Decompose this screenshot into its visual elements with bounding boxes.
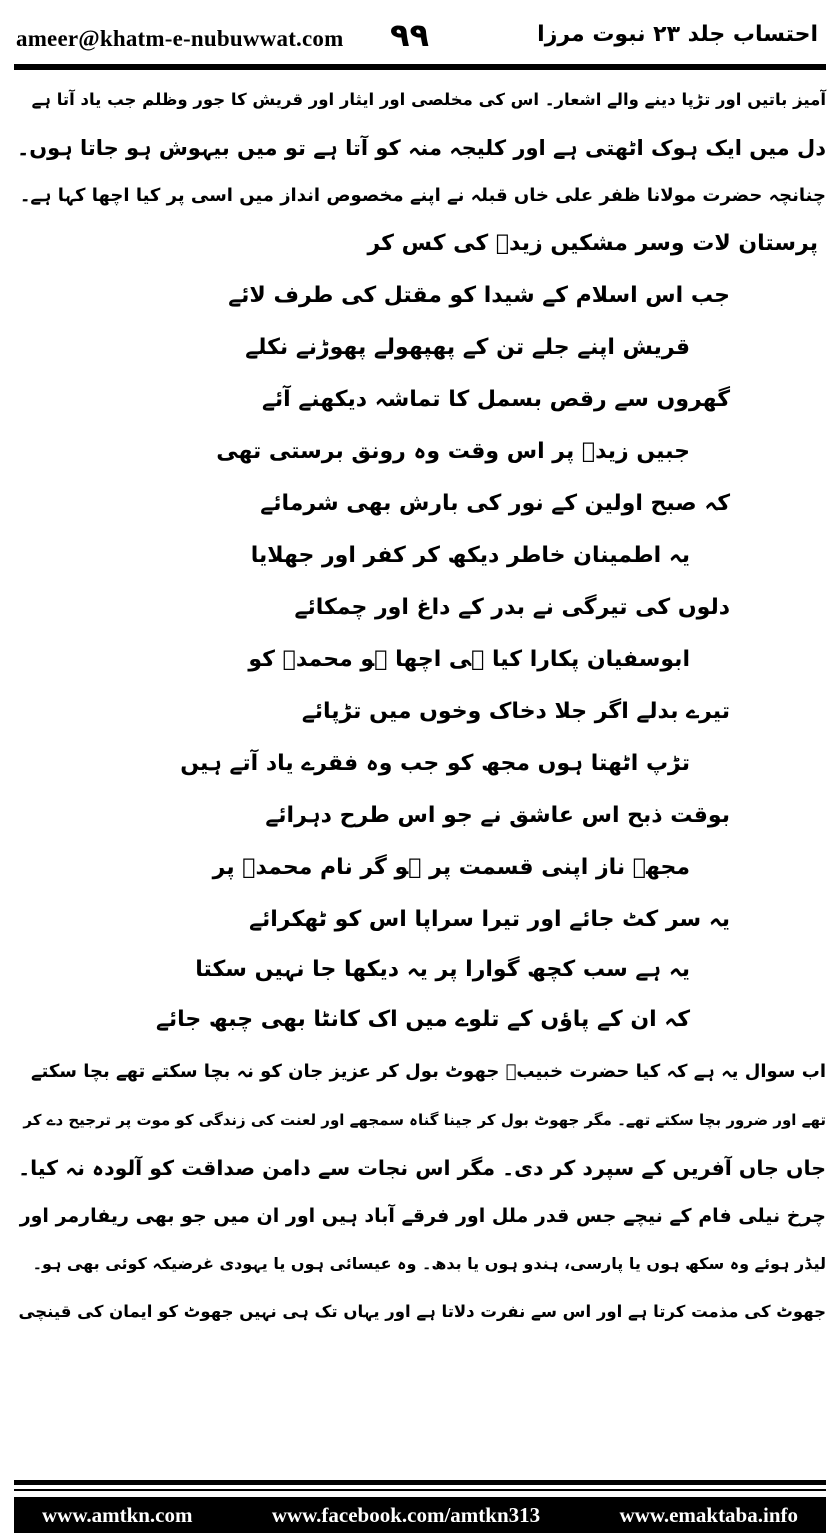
verse-line: پرستان لات وسر مشکیں زیدؓ کی کس کر [367, 231, 818, 256]
verse-line: جبیں زیدؓ پر اس وقت وہ رونق برستی تھی [216, 439, 690, 464]
page-footer [14, 1497, 826, 1533]
verse-line: ابوسفیان پکارا کیا ہی اچھا ہو محمدؐ کو [248, 647, 690, 672]
verse-line: مجھے ناز اپنی قسمت پر ہو گر نام محمدؐ پر [212, 855, 690, 880]
prose-line: اب سوال یہ ہے کہ کیا حضرت خبیبؓ جھوٹ بول کر عزیز جان کو نہ بچا سکتے تھے بچا سکتے [30, 1061, 826, 1082]
verse-line: دلوں کی تیرگی نے بدر کے داغ اور چمکائے [294, 595, 730, 620]
prose-line: آمیز باتیں اور تڑپا دینے والے اشعار۔ اس کی مخلصی اور ایثار اور قریش کا جور وظلم جب یاد آتا ہے [31, 90, 826, 109]
book-title: احتساب جلد ۲۳ نبوت مرزا [537, 22, 818, 47]
page-body [14, 78, 826, 1478]
prose-line: جاں جاں آفریں کے سپرد کر دی۔ مگر اس نجات سے دامن صداقت کو آلودہ نہ کیا۔ [18, 1156, 826, 1180]
header-rule [14, 64, 826, 70]
page-number: ۹۹ [390, 16, 430, 54]
footer-link-facebook[interactable]: www.facebook.com/amtkn313 [271, 1502, 541, 1527]
verse-line: یہ سر کٹ جائے اور تیرا سراپا اس کو ٹھکرائے [249, 907, 730, 932]
verse-line: کہ ان کے پاؤں کے تلوے میں اک کانٹا بھی چبھ جائے [155, 1007, 690, 1032]
prose-line: جھوٹ کی مذمت کرتا ہے اور اس سے نفرت دلاتا ہے اور یہاں تک ہی نہیں جھوٹ کو ایمان کی قینچی [18, 1302, 826, 1321]
prose-line: لیڈر ہوئے وہ سکھ ہوں یا پارسی، ہندو ہوں یا بدھ۔ وہ عیسائی ہوں یا یہودی غرضیکہ کوئی بھی ہو۔ [32, 1254, 826, 1273]
verse-line: کہ صبح اولین کے نور کی بارش بھی شرمائے [260, 491, 730, 516]
footer-link-emaktaba[interactable]: www.emaktaba.info [619, 1502, 798, 1527]
verse-line: یہ اطمینان خاطر دیکھ کر کفر اور جھلایا [250, 543, 690, 568]
verse-line: یہ ہے سب کچھ گوارا پر یہ دیکھا جا نہیں سکتا [195, 957, 690, 982]
header-email: ameer@khatm-e-nubuwwat.com [16, 26, 344, 51]
footer-rule-thick [14, 1480, 826, 1485]
footer-rule-thin [14, 1489, 826, 1491]
verse-line: گھروں سے رقص بسمل کا تماشہ دیکھنے آئے [262, 387, 730, 412]
footer-link-amtkn[interactable]: www.amtkn.com [42, 1502, 193, 1527]
verse-line: بوقت ذبح اس عاشق نے جو اس طرح دہرائے [265, 803, 730, 828]
verse-line: تیرے بدلے اگر جلا دخاک وخوں میں تڑپائے [301, 699, 730, 724]
prose-line: چنانچہ حضرت مولانا ظفر علی خاں قبلہ نے اپنے مخصوص انداز میں اسی پر کیا اچھا کہا ہے۔ [19, 185, 826, 206]
verse-line: جب اس اسلام کے شیدا کو مقتل کی طرف لائے [228, 283, 730, 308]
verse-line: قریش اپنے جلے تن کے پھپھولے پھوڑنے نکلے [245, 335, 690, 360]
prose-line: چرخ نیلی فام کے نیچے جس قدر ملل اور فرقے آباد ہیں اور ان میں جو بھی ریفارمر اور [19, 1205, 826, 1227]
verse-line: تڑپ اٹھتا ہوں مجھ کو جب وہ فقرے یاد آتے ہیں [180, 751, 690, 776]
prose-line: تھے اور ضرور بچا سکتے تھے۔ مگر جھوٹ بول کر جینا گناہ سمجھے اور لعنت کی زندگی کو موت پر ترجیح دے کر [23, 1111, 826, 1129]
prose-line: دل میں ایک ہوک اٹھتی ہے اور کلیجہ منہ کو آتا ہے تو میں بیہوش ہو جاتا ہوں۔ [16, 136, 826, 160]
